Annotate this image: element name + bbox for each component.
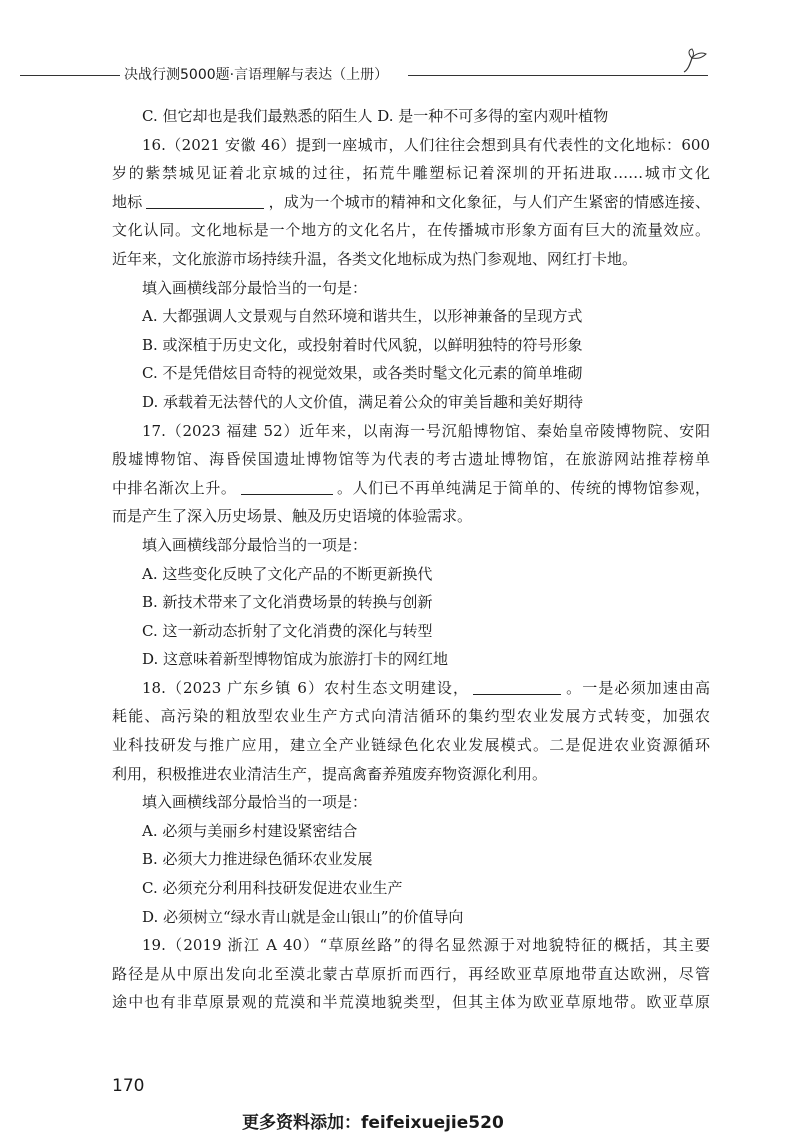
line-segment: 地标 (112, 192, 143, 211)
header-rule-left (20, 75, 120, 76)
text-line: B. 或深植于历史文化，或投射着时代风貌，以鲜明独特的符号形象 (142, 335, 583, 354)
line-segment: 中排名渐次上升。 (112, 478, 237, 497)
line-segment: 。一是必须加速由高 (565, 678, 710, 697)
text-line: C. 这一新动态折射了文化消费的深化与转型 (142, 621, 433, 640)
text-line: 岁的紫禁城见证着北京城的过往，拓荒牛雕塑标记着深圳的开拓进取……城市文化 (112, 164, 710, 183)
fill-in-blank (473, 676, 561, 695)
text-line (112, 674, 710, 703)
text-line: A. 大都强调人文景观与自然环境和谐共生，以形神兼备的呈现方式 (142, 307, 583, 326)
text-line: 19.（2019 浙江 A 40）“草原丝路”的得名显然源于对地貌特征的概括，其主要 (142, 936, 710, 955)
text-line: C. 但它却也是我们最熟悉的陌生人 D. 是一种不可多得的室内观叶植物 (142, 107, 609, 125)
text-line: A. 必须与美丽乡村建设紧密结合 (142, 821, 358, 840)
text-line: 近年来，文化旅游市场持续升温，各类文化地标成为热门参观地、网红打卡地。 (112, 249, 638, 268)
running-header (20, 66, 720, 86)
text-line: B. 新技术带来了文化消费场景的转换与创新 (142, 593, 433, 612)
text-line: D. 承载着无法替代的人文价值，满足着公众的审美旨趣和美好期待 (142, 392, 584, 411)
leaf-icon (680, 48, 710, 76)
text-line: 填入画横线部分最恰当的一句是： (142, 278, 368, 297)
text-line: 而是产生了深入历史场景、触及历史语境的体验需求。 (112, 507, 473, 526)
text-line: 业科技研发与推广应用，建立全产业链绿色化农业发展模式。二是促进农业资源循环 (112, 736, 710, 755)
text-line: 途中也有非草原景观的荒漠和半荒漠地貌类型，但其主体为欧亚草原地带。欧亚草原 (112, 993, 710, 1012)
line-segment: ，成为一个城市的精神和文化象征，与人们产生紧密的情感连接、 (268, 192, 710, 211)
footer-note: 更多资料添加：feifeixuejie520 (242, 1113, 504, 1133)
text-line: 文化认同。文化地标是一个地方的文化名片，在传播城市形象方面有巨大的流量效应。 (112, 221, 710, 240)
text-line: C. 不是凭借炫目奇特的视觉效果，或各类时髦文化元素的简单堆砌 (142, 364, 583, 383)
text-line (112, 188, 710, 217)
text-line: D. 这意味着新型博物馆成为旅游打卡的网红地 (142, 650, 449, 669)
text-line: 填入画横线部分最恰当的一项是： (142, 793, 368, 812)
question-text (112, 102, 710, 1017)
text-line: A. 这些变化反映了文化产品的不断更新换代 (142, 564, 433, 583)
text-line: B. 必须大力推进绿色循环农业发展 (142, 850, 373, 869)
header-title: 决战行测5000题·言语理解与表达（上册） (124, 67, 389, 83)
text-line: 利用，积极推进农业清洁生产，提高禽畜养殖废弃物资源化利用。 (112, 764, 548, 783)
fill-in-blank (146, 190, 264, 209)
text-line: D. 必须树立“绿水青山就是金山银山”的价值导向 (142, 907, 464, 926)
text-line: 耗能、高污染的粗放型农业生产方式向清洁循环的集约型农业发展方式转变，加强农 (112, 707, 710, 726)
text-line: 殷墟博物馆、海昏侯国遗址博物馆等为代表的考古遗址博物馆，在旅游网站推荐榜单 (112, 450, 710, 469)
header-rule-right (408, 75, 708, 76)
line-segment: 18.（2023 广东乡镇 6）农村生态文明建设， (142, 678, 470, 697)
text-line: 16.（2021 安徽 46）提到一座城市，人们往往会想到具有代表性的文化地标：600 (142, 135, 710, 154)
text-line: 路径是从中原出发向北至漠北蒙古草原折而西行，再经欧亚草原地带直达欧洲，尽管 (112, 964, 710, 983)
text-line: 填入画横线部分最恰当的一项是： (142, 535, 368, 554)
fill-in-blank (241, 476, 333, 495)
page-number: 170 (112, 1076, 145, 1096)
text-line: 17.（2023 福建 52）近年来，以南海一号沉船博物馆、秦始皇帝陵博物院、安阳 (142, 421, 710, 440)
text-line (112, 474, 710, 503)
text-line: C. 必须充分利用科技研发促进农业生产 (142, 879, 403, 898)
line-segment: 。人们已不再单纯满足于简单的、传统的博物馆参观， (336, 478, 710, 497)
